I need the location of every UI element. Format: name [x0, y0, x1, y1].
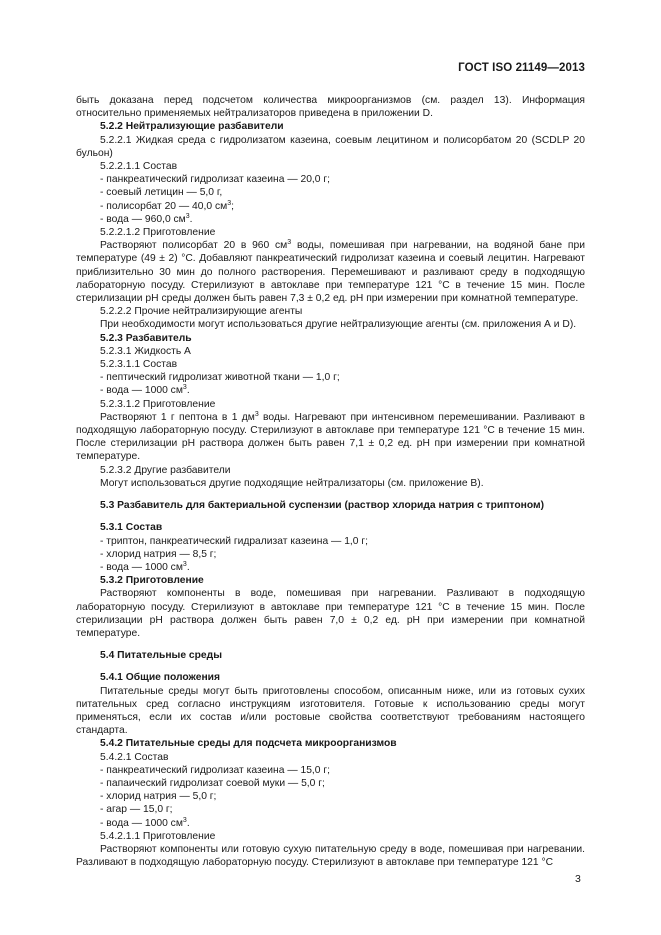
- paragraph: Растворяют компоненты в воде, помешивая при нагревании. Разливают в подходящую лабораторную посуду. Стерилизуют в автоклаве при температуре 121 °С в течение 15 мин. После стерилизации рН раствора должен быть равен 7,0 ± 0,2 ед. рН при измерении при комнатной температуре.: [76, 588, 585, 639]
- section-heading-5-4-1: 5.4.1 Общие положения: [100, 672, 220, 684]
- subsection-title: 5.4.2.1.1 Приготовление: [100, 830, 216, 842]
- list-item: - папаический гидролизат соевой муки — 5,0 г;: [100, 777, 325, 789]
- subsection-title: 5.4.2.1 Состав: [100, 751, 169, 763]
- document-body: [76, 94, 585, 869]
- subsection-title: 5.2.3.1.1 Состав: [100, 359, 178, 371]
- paragraph: быть доказана перед подсчетом количества микроорганизмов (см. раздел 13). Информация относительно применяемых нейтрализаторов приведена в приложении D.: [76, 95, 585, 120]
- section-heading-5-3-1: 5.3.1 Состав: [100, 522, 163, 534]
- section-heading-5-2-3: 5.2.3 Разбавитель: [100, 332, 192, 344]
- section-heading-5-3: 5.3 Разбавитель для бактериальной суспензии (раствор хлорида натрия с триптоном): [100, 500, 545, 512]
- subsection-title: 5.2.3.1 Жидкость А: [100, 345, 191, 357]
- list-item: - вода — 1000 $см^3$.: [100, 560, 190, 573]
- standard-header: ГОСТ ISO 21149—2013: [458, 62, 585, 74]
- list-item: - панкреатический гидролизат казеина — 20,0 г;: [100, 174, 330, 186]
- list-item: - хлорид натрия — 8,5 г;: [100, 548, 217, 560]
- paragraph: При необходимости могут использоваться другие нейтрализующие агенты (см. приложения А и D).: [100, 319, 577, 331]
- subsection-title: 5.2.2.1 Жидкая среда с гидролизатом казеина, соевым лецитином и полисорбатом 20 (SCDLP 20 бульон): [76, 134, 585, 159]
- page-number: 3: [575, 873, 581, 885]
- list-item: - соевый летицин — 5,0 г,: [100, 187, 223, 199]
- list-item: - полисорбат 20 — 40,0 $см^3$;: [100, 199, 234, 212]
- subsection-title: 5.2.2.2 Прочие нейтрализирующие агенты: [100, 306, 303, 318]
- section-heading-5-3-2: 5.3.2 Приготовление: [100, 575, 204, 587]
- section-heading-5-4-2: 5.4.2 Питательные среды для подсчета микроорганизмов: [100, 738, 397, 750]
- subsection-title: 5.2.2.1.2 Приготовление: [100, 227, 216, 239]
- paragraph: Могут использоваться другие подходящие нейтрализаторы (см. приложение В).: [100, 477, 484, 489]
- paragraph: Растворяют полисорбат 20 в 960 $см^3$ воды, помешивая при нагревании, на водяной бане при температуре (49 ± 2) °С. Добавляют панкреатический гидролизат казеина и соевый лецитин. Нагревают приблизительно 30 мин до полного растворения. Перемешивают и разливают среду в подходящую лабораторную посуду. Стерилизуют в автоклаве при температуре 121 °С в течение 15 мин. После стерилизации рН среды должен быть равен 7,3 ± 0,2 ед. рН при измерении при комнатной температуре.: [76, 239, 585, 305]
- paragraph: Питательные среды могут быть приготовлены способом, описанным ниже, или из готовых сухих питательных сред согласно инструкциям изготовителя. Готовые к использованию среды могут применяться, если их состав и/или ростовые свойства соответствуют требованиям настоящего стандарта.: [76, 685, 585, 737]
- list-item: - панкреатический гидролизат казеина — 15,0 г;: [100, 764, 330, 776]
- list-item: - вода — 960,0 $см^3$.: [100, 212, 193, 225]
- list-item: - пептический гидролизат животной ткани — 1,0 г;: [100, 372, 340, 384]
- section-heading-5-2-2: 5.2.2 Нейтрализующие разбавители: [100, 121, 284, 133]
- list-item: - хлорид натрия — 5,0 г;: [100, 791, 217, 803]
- subsection-title: 5.2.3.2 Другие разбавители: [100, 464, 231, 476]
- list-item: - агар — 15,0 г;: [100, 804, 173, 816]
- list-item: - триптон, панкреатический гидрализат казеина — 1,0 г;: [100, 535, 368, 547]
- list-item: - вода — 1000 $см^3$.: [100, 384, 190, 397]
- list-item: - вода — 1000 $см^3$.: [100, 816, 190, 829]
- section-heading-5-4: 5.4 Питательные среды: [100, 650, 222, 662]
- paragraph: Растворяют компоненты или готовую сухую питательную среду в воде, помешивая при нагревании. Разливают в подходящую лабораторную посуду. Стерилизуют в автоклаве при температуре 121 °С: [76, 843, 585, 869]
- subsection-title: 5.2.2.1.1 Состав: [100, 161, 178, 173]
- paragraph: Растворяют 1 г пептона в 1 $дм^3$ воды. Нагревают при интенсивном перемешивании. Разливают в подходящую лабораторную посуду. Стерилизуют в автоклаве при температуре 121 °С в течение 15 мин. После стерилизации рН раствора должен быть равен 7,1 ± 0,2 ед. рН при измерении при комнатной температуре.: [76, 410, 586, 463]
- subsection-title: 5.2.3.1.2 Приготовление: [100, 398, 216, 410]
